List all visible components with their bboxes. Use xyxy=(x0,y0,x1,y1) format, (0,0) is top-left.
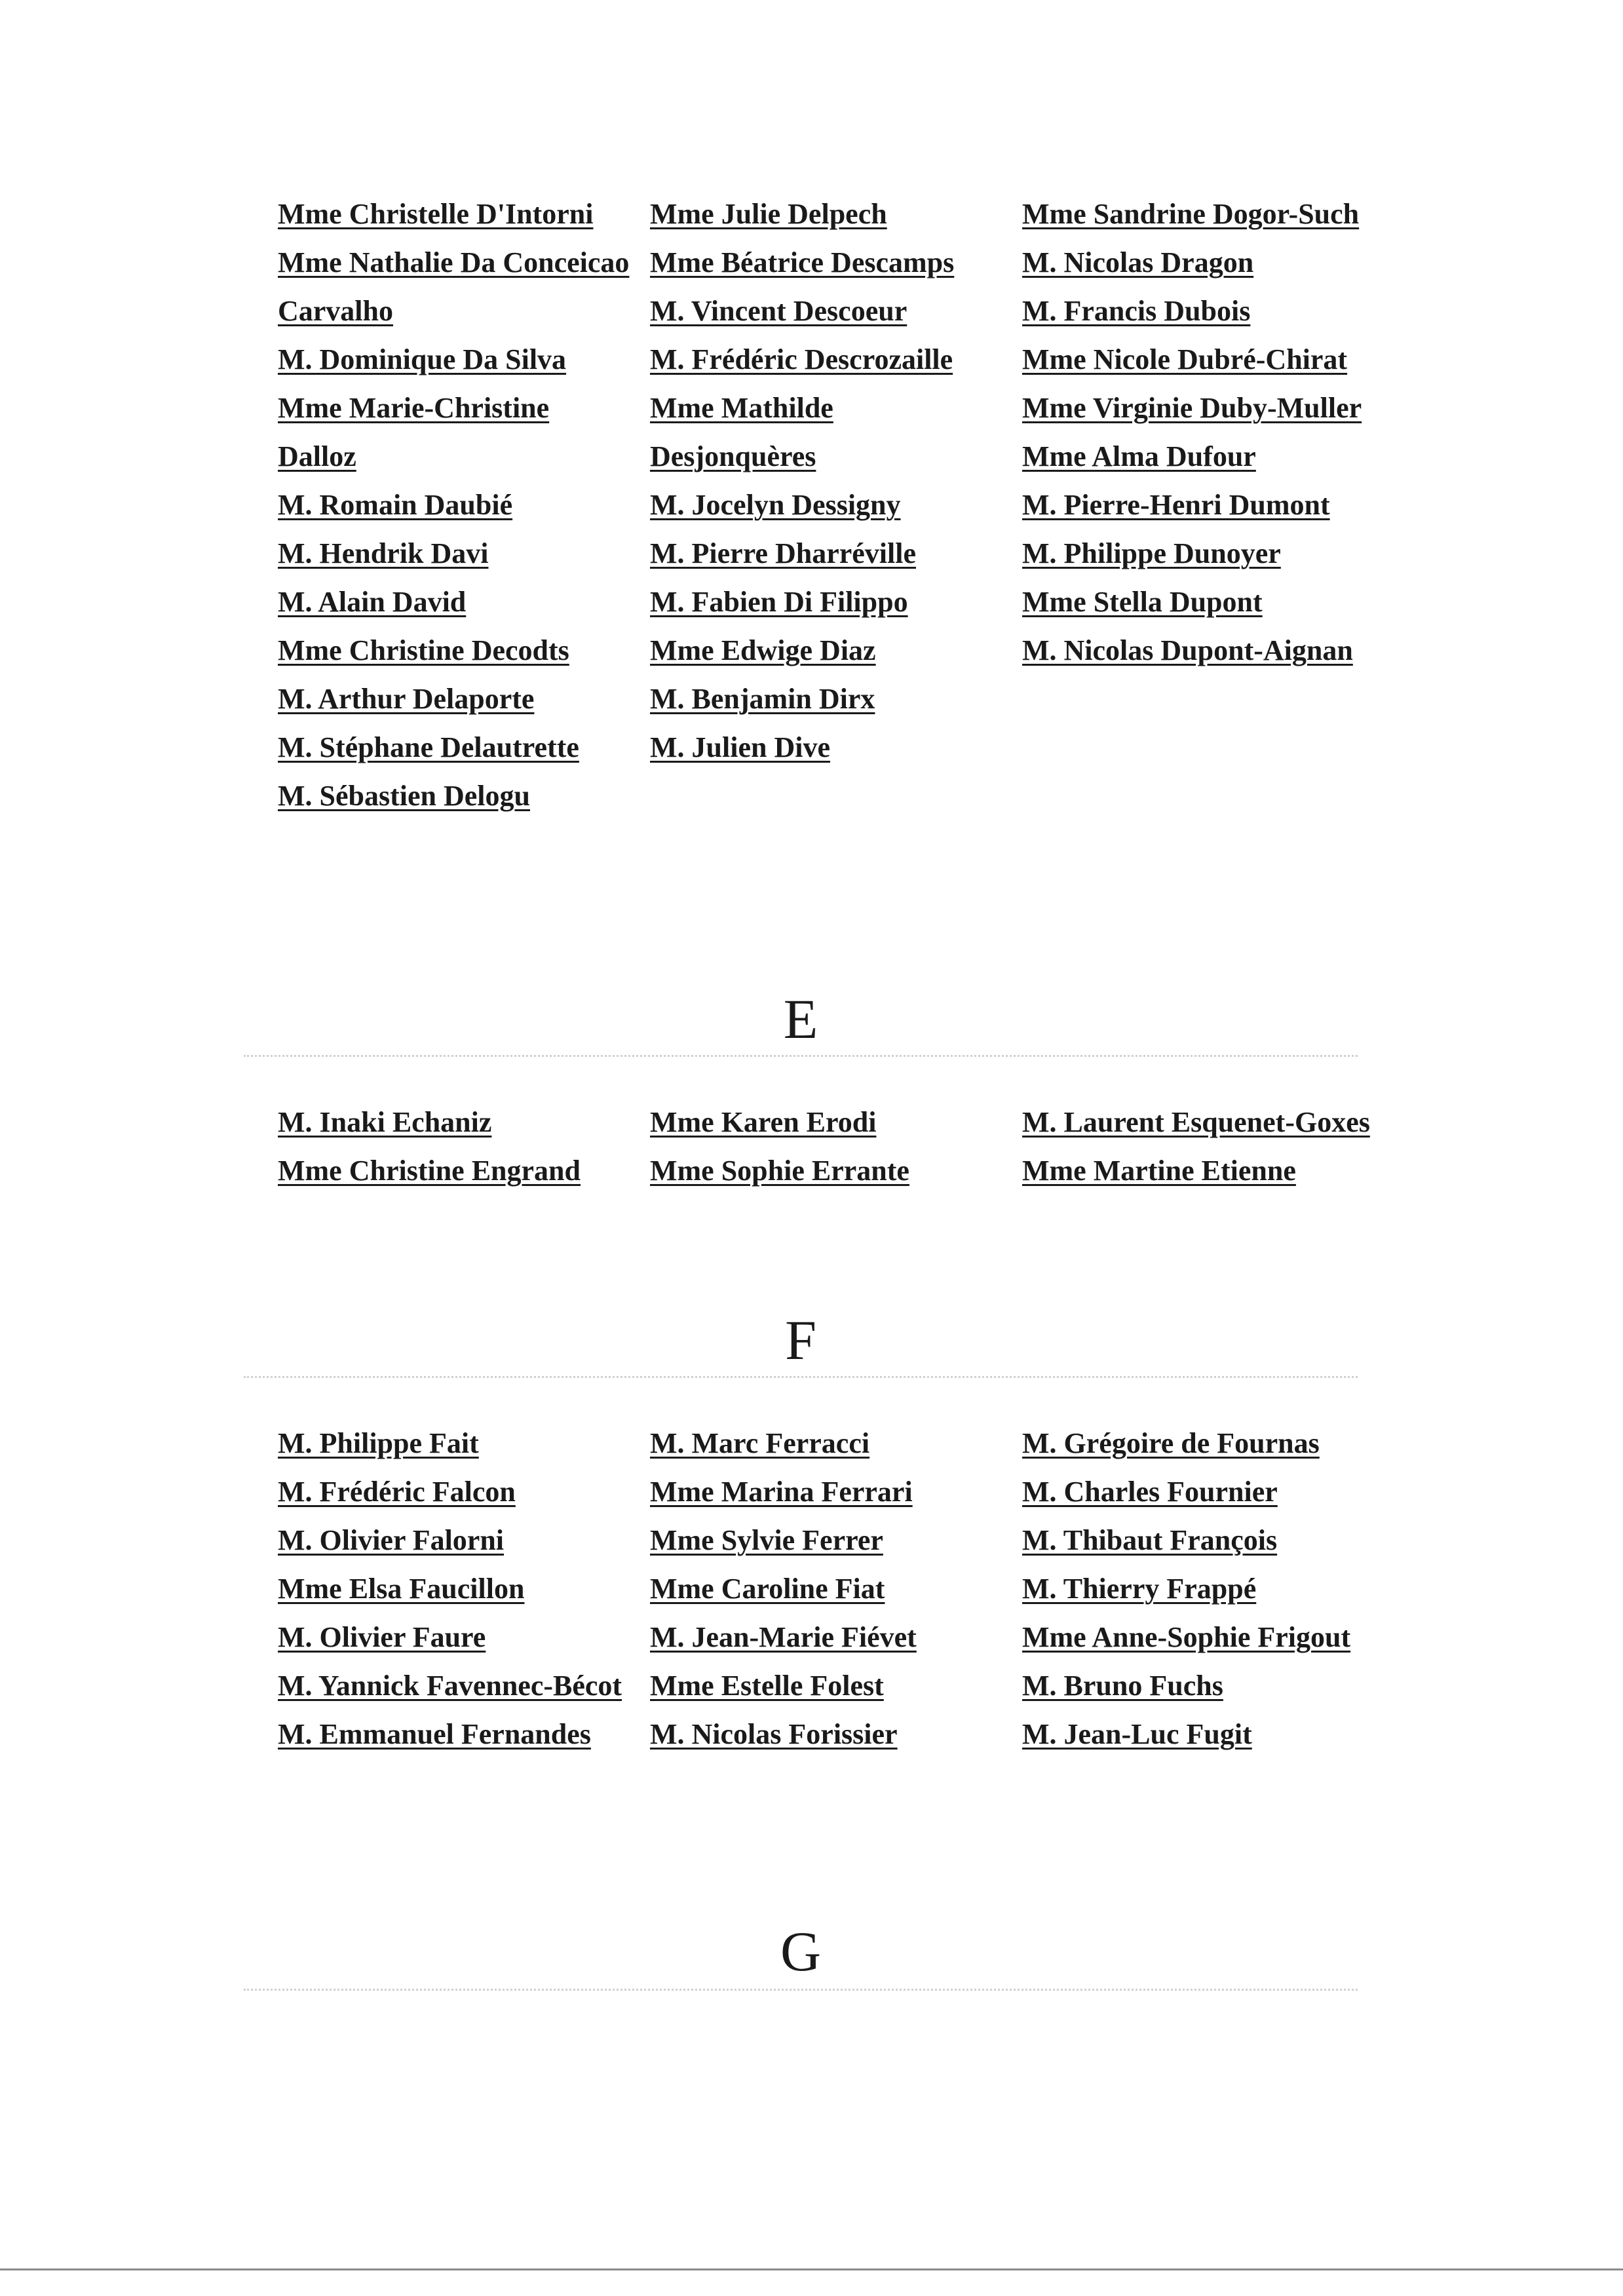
deputy-name-link[interactable]: Mme Julie Delpech xyxy=(650,198,887,230)
deputy-name-link[interactable]: M. Marc Ferracci xyxy=(650,1427,870,1459)
name-column-1 xyxy=(278,190,650,820)
deputy-name-link[interactable]: M. Olivier Falorni xyxy=(278,1524,505,1556)
deputy-name-link[interactable]: M. Yannick Favennec-Bécot xyxy=(278,1670,622,1702)
deputy-name-link[interactable]: M. Dominique Da Silva xyxy=(278,343,567,375)
deputy-name-link[interactable]: Mme Christine Engrand xyxy=(278,1155,581,1187)
deputy-name-link[interactable]: Mme Sophie Errante xyxy=(650,1155,909,1187)
deputy-name-link[interactable]: Mme Nathalie Da Conceicao Carvalho xyxy=(278,246,630,327)
name-columns xyxy=(278,190,1362,820)
deputy-name-link[interactable]: M. Vincent Descoeur xyxy=(650,295,907,327)
name-column-3 xyxy=(1022,1098,1394,1195)
name-column-3 xyxy=(1022,190,1394,820)
deputy-name-link[interactable]: M. Frédéric Descrozaille xyxy=(650,343,953,375)
deputy-name-link[interactable]: Mme Edwige Diaz xyxy=(650,634,876,666)
section-heading-f: F xyxy=(785,1309,816,1371)
deputy-name-link[interactable]: Mme Virginie Duby-Muller xyxy=(1022,392,1362,424)
name-column-1 xyxy=(278,1098,650,1195)
deputy-name-link[interactable]: Mme Christine Decodts xyxy=(278,634,569,666)
deputy-name-link[interactable]: M. Olivier Faure xyxy=(278,1621,486,1653)
deputy-name-link[interactable]: M. Grégoire de Fournas xyxy=(1022,1427,1320,1459)
deputy-name-link[interactable]: M. Frédéric Falcon xyxy=(278,1476,516,1508)
name-column-2 xyxy=(650,190,1022,820)
deputy-name-link[interactable]: M. Jean-Marie Fiévet xyxy=(650,1621,917,1653)
deputy-name-link[interactable]: M. Pierre-Henri Dumont xyxy=(1022,489,1330,521)
deputy-name-link[interactable]: M. Emmanuel Fernandes xyxy=(278,1718,591,1750)
deputy-name-link[interactable]: M. Hendrik Davi xyxy=(278,537,489,569)
deputy-name-link[interactable]: M. Stéphane Delautrette xyxy=(278,731,579,763)
deputy-name-link[interactable]: M. Bruno Fuchs xyxy=(1022,1670,1223,1702)
section-divider-f xyxy=(244,1376,1358,1378)
deputy-name-link[interactable]: Mme Nicole Dubré-Chirat xyxy=(1022,343,1348,375)
deputy-name-link[interactable]: Mme Béatrice Descamps xyxy=(650,246,955,278)
deputy-name-link[interactable]: M. Philippe Fait xyxy=(278,1427,479,1459)
deputy-name-link[interactable]: Mme Estelle Folest xyxy=(650,1670,884,1702)
deputy-name-link[interactable]: M. Nicolas Dupont-Aignan xyxy=(1022,634,1353,666)
deputy-name-link[interactable]: M. Benjamin Dirx xyxy=(650,683,875,715)
deputy-name-link[interactable]: Mme Stella Dupont xyxy=(1022,586,1263,618)
deputy-name-link[interactable]: M. Jocelyn Dessigny xyxy=(650,489,901,521)
deputy-name-link[interactable]: M. Nicolas Forissier xyxy=(650,1718,898,1750)
deputy-name-link[interactable]: Mme Marina Ferrari xyxy=(650,1476,913,1508)
deputy-name-link[interactable]: Mme Marie-Christine Dalloz xyxy=(278,392,550,472)
deputy-name-link[interactable]: M. Laurent Esquenet-Goxes xyxy=(1022,1106,1370,1138)
deputy-name-link[interactable]: M. Francis Dubois xyxy=(1022,295,1251,327)
deputy-name-link[interactable]: Mme Sandrine Dogor-Such xyxy=(1022,198,1360,230)
deputy-name-link[interactable]: M. Arthur Delaporte xyxy=(278,683,535,715)
deputy-name-link[interactable]: Mme Mathilde Desjonquères xyxy=(650,392,833,472)
deputy-name-link[interactable]: M. Jean-Luc Fugit xyxy=(1022,1718,1252,1750)
name-column-1 xyxy=(278,1419,650,1759)
deputy-name-link[interactable]: M. Alain David xyxy=(278,586,467,618)
deputy-name-link[interactable]: Mme Alma Dufour xyxy=(1022,440,1256,472)
deputy-name-link[interactable]: M. Charles Fournier xyxy=(1022,1476,1278,1508)
deputy-name-link[interactable]: Mme Elsa Faucillon xyxy=(278,1573,525,1605)
section-heading-e: E xyxy=(783,987,818,1050)
deputy-name-link[interactable]: M. Nicolas Dragon xyxy=(1022,246,1254,278)
name-column-2 xyxy=(650,1419,1022,1759)
deputy-name-link[interactable]: Mme Martine Etienne xyxy=(1022,1155,1296,1187)
deputy-name-link[interactable]: M. Inaki Echaniz xyxy=(278,1106,492,1138)
deputy-name-link[interactable]: Mme Christelle D'Intorni xyxy=(278,198,594,230)
deputy-name-link[interactable]: Mme Karen Erodi xyxy=(650,1106,877,1138)
deputy-name-link[interactable]: M. Romain Daubié xyxy=(278,489,513,521)
section-d-names xyxy=(278,190,1362,820)
section-heading-g: G xyxy=(780,1920,822,1983)
name-column-2 xyxy=(650,1098,1022,1195)
section-divider-e xyxy=(244,1055,1358,1057)
section-e-names xyxy=(278,1098,1370,1195)
deputy-name-link[interactable]: Mme Caroline Fiat xyxy=(650,1573,885,1605)
deputy-name-link[interactable]: M. Thibaut François xyxy=(1022,1524,1278,1556)
deputy-name-link[interactable]: M. Sébastien Delogu xyxy=(278,780,530,812)
name-column-3 xyxy=(1022,1419,1394,1759)
deputy-name-link[interactable]: M. Julien Dive xyxy=(650,731,830,763)
name-columns xyxy=(278,1419,1359,1759)
page-bottom-rule xyxy=(0,2268,1623,2270)
deputy-name-link[interactable]: M. Pierre Dharréville xyxy=(650,537,916,569)
deputy-name-link[interactable]: M. Philippe Dunoyer xyxy=(1022,537,1281,569)
deputy-name-link[interactable]: Mme Sylvie Ferrer xyxy=(650,1524,883,1556)
deputy-name-link[interactable]: M. Thierry Frappé xyxy=(1022,1573,1257,1605)
name-columns xyxy=(278,1098,1370,1195)
section-divider-g xyxy=(244,1989,1358,1991)
deputy-name-link[interactable]: Mme Anne-Sophie Frigout xyxy=(1022,1621,1351,1653)
deputy-name-link[interactable]: M. Fabien Di Filippo xyxy=(650,586,908,618)
section-f-names xyxy=(278,1419,1359,1759)
